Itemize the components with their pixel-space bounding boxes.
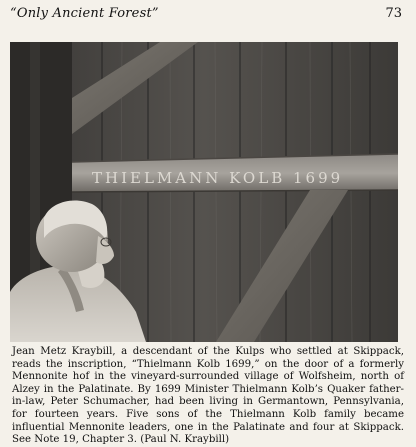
- photo-caption: Jean Metz Kraybill, a descendant of the Kulps who settled at Skippack, reads the inscription, “Thielmann Kolb 1699,” on the door of a formerly Mennonite hof in the vineyard-surrounded village of Wolfsheim, north of Alzey in the Palatinate. By 1699 Minister Thielmann Kolb’s Quaker father-in-law, Peter Schumacher, had been living in Germantown, Pennsylvania, for fourteen years. Five sons of the Thielmann Kolb family became influential Mennonite leaders, one in the Palatinate and four at Skippack. See Note 19, Chapter 3. (Paul N. Kraybill): [12, 346, 404, 446]
- running-title: “Only Ancient Forest”: [10, 6, 159, 21]
- photo-illustration: [10, 42, 398, 342]
- photograph: [10, 42, 398, 342]
- running-head: [10, 6, 406, 24]
- page-number: 73: [385, 6, 402, 21]
- beam-inscription: THIELMANN KOLB 1699: [92, 169, 344, 187]
